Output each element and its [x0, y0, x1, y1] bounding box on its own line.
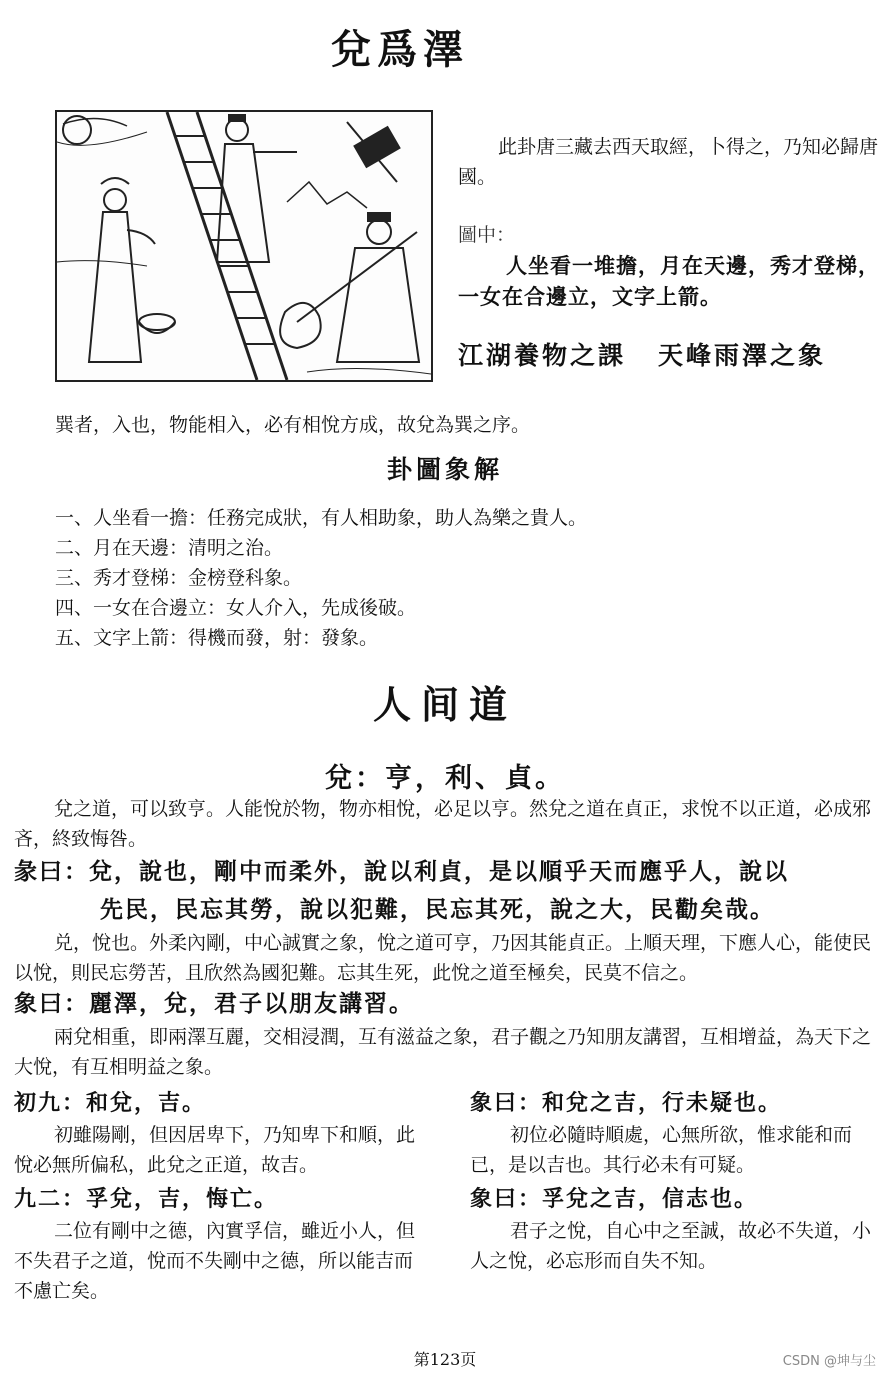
line-1-expl: 初雖陽剛，但因居卑下，乃知卑下和順，此悅必無所偏私，此兌之正道，故吉。 [14, 1124, 416, 1176]
intro-line: 此卦唐三藏去西天取經，卜得之，乃知必歸唐國。 [458, 136, 879, 188]
tuan-line-2: 先民，民忘其勞，說以犯難，民忘其死，說之大，民勸矣哉。 [100, 896, 775, 923]
hexagram-subtitle [458, 336, 883, 372]
page-number: 第123页 [413, 1350, 477, 1369]
list-item: 四、一女在合邊立：女人介入，先成後破。 [55, 597, 417, 619]
line-2-expl: 二位有剛中之德，內實孚信，雖近小人，但不失君子之道，悅而不失剛中之德，所以能吉而不慮亡矣。 [14, 1220, 416, 1302]
xiang-explanation [14, 1022, 879, 1082]
guatu-heading: 卦圖象解 [386, 455, 503, 484]
line-1-xiang-expl: 初位必隨時順處，心無所欲，惟求能和而已，是以吉也。其行必未有可疑。 [470, 1124, 853, 1176]
renjian-heading: 人间道 [372, 682, 517, 727]
line-2-xiang-heading: 象曰：孚兌之吉，信志也。 [470, 1186, 759, 1212]
tuan-explanation [14, 928, 879, 988]
page-title: 兌爲澤 [331, 26, 469, 73]
list-item: 三、秀才登梯：金榜登科象。 [55, 567, 303, 589]
line-2-heading: 九二：孚兌，吉，悔亡。 [14, 1186, 279, 1212]
figure-desc-line-1: 人坐看一堆擔，月在天邊，秀才登梯， [506, 253, 880, 278]
figure-desc-line-2: 一女在合邊立，文字上箭。 [458, 284, 722, 309]
tuan-statement [14, 853, 880, 929]
guatu-list [55, 503, 875, 653]
tuan-expl-text: 兑，悅也。外柔內剛，中心誠實之象，悅之道可亨，乃因其能貞正。上順天理，下應人心，能使民以悅，則民忘勞苦，且欣然為國犯難。忘其生死，此悅之道至極矣，民莫不信之。 [14, 932, 872, 984]
xiang-statement: 象曰：麗澤，兌，君子以朋友講習。 [14, 990, 414, 1017]
line-2-xiang-expl: 君子之悅，自心中之至誠，故必不失道，小人之悅，必忘形而自失不知。 [470, 1220, 872, 1272]
subtitle-ke: 江湖養物之課 [458, 341, 627, 370]
judgment-heading: 兌：亨，利、貞。 [325, 763, 565, 794]
list-item: 二、月在天邊：清明之治。 [55, 537, 284, 559]
judgment-explanation [14, 794, 879, 854]
line-2-xiang-text [470, 1216, 880, 1276]
judgment-expl-text: 兌之道，可以致亨。人能悅於物，物亦相悅，必足以亨。然兌之道在貞正，求悅不以正道，必成邪吝，終致悔咎。 [14, 798, 872, 850]
line-1-xiang-text [470, 1120, 880, 1180]
hexagram-illustration [55, 110, 433, 382]
figure-label: 圖中： [458, 224, 516, 246]
line-1-heading: 初九：和兌，吉。 [14, 1090, 207, 1116]
list-item: 五、文字上箭：得機而發，射：發象。 [55, 627, 379, 649]
watermark: CSDN @坤与尘 [782, 1354, 876, 1369]
sequence-note: 巽者，入也，物能相入，必有相悅方成，故兌為巽之序。 [55, 414, 531, 436]
line-1-xiang-heading: 象曰：和兌之吉，行未疑也。 [470, 1090, 783, 1116]
figure-description [458, 250, 883, 312]
intro-paragraph [458, 132, 878, 192]
xiang-expl-text: 兩兌相重，即兩澤互麗，交相浸潤，互有滋益之象，君子觀之乃知朋友講習，互相增益，為天下之大悅，有互相明益之象。 [14, 1026, 872, 1078]
list-item: 一、人坐看一擔：任務完成狀，有人相助象，助人為樂之貴人。 [55, 507, 588, 529]
illustration-drawing [57, 112, 431, 380]
line-2-text [14, 1216, 424, 1306]
line-1-text [14, 1120, 424, 1180]
tuan-line-1: 彖曰：兌，說也，剛中而柔外，說以利貞，是以順乎天而應乎人，說以 [14, 858, 789, 885]
subtitle-xiang: 天峰雨澤之象 [658, 341, 827, 370]
